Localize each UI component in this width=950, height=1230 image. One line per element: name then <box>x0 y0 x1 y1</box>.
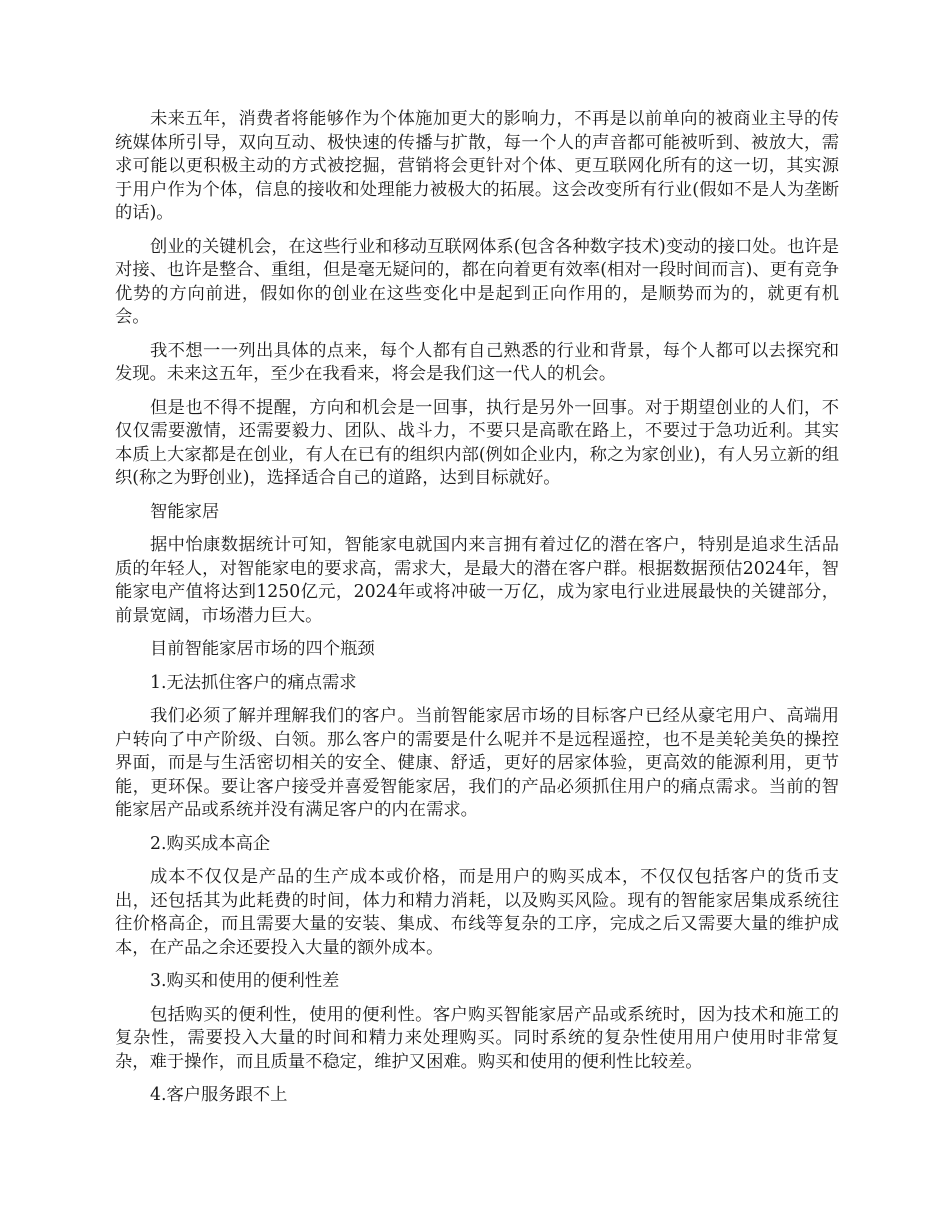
section-heading-bottlenecks: 目前智能家居市场的四个瓶颈 <box>150 639 375 659</box>
subheading-customer-service: 4.客户服务跟不上 <box>150 1085 288 1105</box>
paragraph-convenience: 包括购买的便利性，使用的便利性。客户购买智能家居产品或系统时，因为技术和施工的复杂性，需要投入大量的时间和精力来处理购买。同时系统的复杂性使用用户使用时非常复杂，难于操作，而且质量不稳定，维护又困难。购买和使用的便利性比较差。 <box>115 1004 839 1072</box>
paragraph-startup-opportunity: 创业的关键机会，在这些行业和移动互联网体系(包含各种数字技术)变动的接口处。也许是对接、也许是整合、重组，但是毫无疑问的，都在向着更有效率(相对一段时间而言)、更有竞争优势的方向前进，假如你的创业在这些变化中是起到正向作用的，是顺势而为的，就更有机会。 <box>115 236 839 327</box>
subheading-purchase-cost: 2.购买成本高企 <box>150 833 271 854</box>
document-page <box>115 108 839 1118</box>
paragraph-execution-reminder: 但是也不得不提醒，方向和机会是一回事，执行是另外一回事。对于期望创业的人们，不仅仅需要激情，还需要毅力、团队、战斗力，不要只是高歌在路上，不要过于急功近利。其实本质上大家都是在创业，有人在已有的组织内部(例如企业内，称之为家创业)，有人另立新的组织(称之为野创业)，选择适合自己的道路，达到目标就好。 <box>115 397 839 488</box>
paragraph-pain-points: 我们必须了解并理解我们的客户。当前智能家居市场的目标客户已经从豪宅用户、高端用户转向了中产阶级、白领。那么客户的需要是什么呢并不是远程遥控，也不是美轮美奂的操控界面，而是与生活密切相关的安全、健康、舒适，更好的居家体验，更高效的能源利用，更节能，更环保。要让客户接受并喜爱智能家居，我们的产品必须抓住用户的痛点需求。当前的智能家居产品或系统并没有满足客户的内在需求。 <box>115 706 839 820</box>
paragraph-explore: 我不想一一列出具体的点来，每个人都有自己熟悉的行业和背景，每个人都可以去探究和发现。未来这五年，至少在我看来，将会是我们这一代人的机会。 <box>115 340 839 384</box>
paragraph-market-data: 据中怡康数据统计可知，智能家电就国内来言拥有着过亿的潜在客户，特别是追求生活品质的年轻人，对智能家电的要求高，需求大，是最大的潜在客户群。根据数据预估2024年，智能家电产值将达到1250亿元，2024年或将冲破一万亿，成为家电行业进展最快的关键部分，前景宽阔，市场潜力巨大。 <box>115 535 839 626</box>
paragraph-consumer-influence: 未来五年，消费者将能够作为个体施加更大的影响力，不再是以前单向的被商业主导的传统媒体所引导，双向互动、极快速的传播与扩散，每一个人的声音都可能被听到、被放大，需求可能以更积极主动的方式被挖掘，营销将会更针对个体、更互联网化所有的这一切，其实源于用户作为个体，信息的接收和处理能力被极大的拓展。这会改变所有行业(假如不是人为垄断的话)。 <box>115 109 839 223</box>
section-heading-smart-home: 智能家居 <box>150 501 220 522</box>
subheading-convenience: 3.购买和使用的便利性差 <box>150 971 340 991</box>
subheading-pain-points: 1.无法抓住客户的痛点需求 <box>150 672 357 693</box>
paragraph-purchase-cost: 成本不仅仅是产品的生产成本或价格，而是用户的购买成本，不仅仅包括客户的货币支出，还包括其为此耗费的时间，体力和精力消耗，以及购买风险。现有的智能家居集成系统往往价格高企，而且需要大量的安装、集成、布线等复杂的工序，完成之后又需要大量的维护成本，在产品之余还要投入大量的额外成本。 <box>115 867 839 958</box>
